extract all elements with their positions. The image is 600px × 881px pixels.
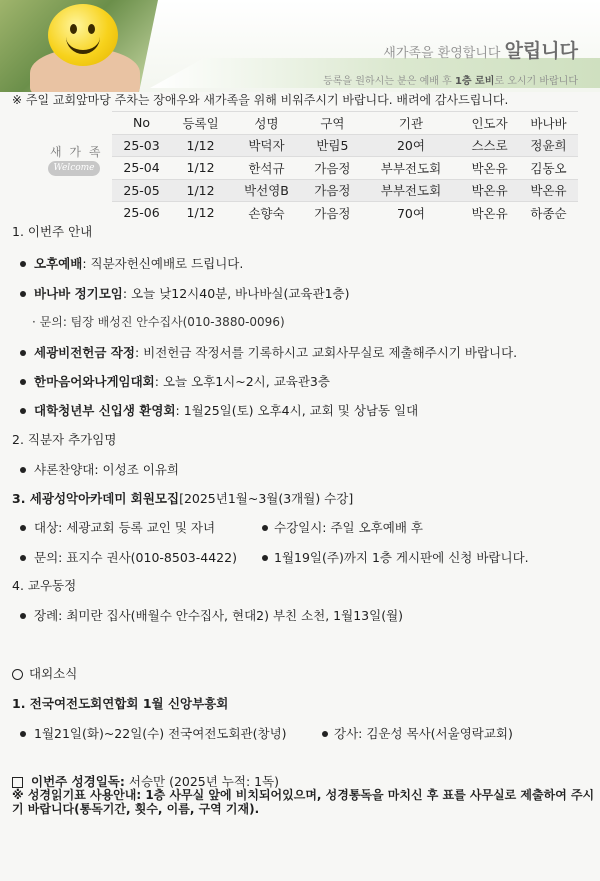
section-1-heading: 1. 이번주 안내 [12, 224, 93, 239]
section-3-period: [2025년1월~3월(3개월) 수강] [179, 491, 354, 506]
table-cell: 손향숙 [230, 202, 303, 224]
bullet-icon [20, 408, 26, 414]
bullet-icon [20, 261, 26, 267]
table-cell: 김동오 [519, 157, 578, 180]
bullet-icon [20, 613, 26, 619]
list-item [262, 518, 423, 536]
item-text: 대상: 세광교회 등록 교인 및 자녀 [34, 520, 216, 535]
external-news-heading [12, 664, 77, 682]
section-2-heading: 2. 직분자 추가임명 [12, 432, 117, 447]
parking-notice: ※ 주일 교회앞마당 주차는 장애우와 새가족을 위해 비워주시기 바랍니다. 배려에 감사드립니다. [12, 93, 509, 107]
table-cell: 25-06 [112, 202, 171, 224]
new-family-table [112, 111, 578, 224]
banner-subtitle [323, 72, 578, 87]
external-event-title: 1. 전국여전도회연합회 1월 신앙부흥회 [12, 696, 229, 711]
list-item [322, 724, 513, 742]
list-item [262, 548, 529, 566]
section-3-heading [12, 489, 353, 507]
item-text: 문의: 표지수 권사(010-8503-4422) [34, 550, 237, 565]
item-text: : 직분자헌신예배로 드립니다. [82, 256, 244, 271]
table-cell: 하종순 [519, 202, 578, 224]
external-heading-text: 대외소식 [29, 666, 78, 681]
smiley-face-icon [48, 4, 118, 66]
table-cell: 부부전도회 [362, 179, 460, 202]
col-header: 기관 [362, 112, 460, 135]
table-cell: 박덕자 [230, 134, 303, 157]
smiley-photo [0, 0, 158, 92]
col-header: No [112, 112, 171, 135]
table-cell: 박온유 [460, 157, 519, 180]
bible-value: 서승만 (2025년 누적: 1독) [124, 774, 280, 789]
table-cell: 25-05 [112, 179, 171, 202]
table-cell: 박온유 [460, 179, 519, 202]
table-cell: 한석규 [230, 157, 303, 180]
table-cell: 1/12 [171, 179, 230, 202]
table-cell: 25-03 [112, 134, 171, 157]
item-title: 대학청년부 신입생 환영회 [34, 403, 176, 418]
section-3-title: 3. 세광성악아카데미 회원모집 [12, 491, 180, 506]
item-text: 수강일시: 주일 오후예배 후 [274, 520, 423, 535]
table-cell: 스스로 [460, 134, 519, 157]
list-item [20, 606, 403, 624]
welcome-badge: Welcome [48, 161, 100, 176]
list-item [20, 724, 287, 742]
table-cell: 반림5 [303, 134, 362, 157]
table-cell: 부부전도회 [362, 157, 460, 180]
list-item [20, 460, 179, 478]
item-title: 세광비전헌금 작정 [34, 345, 135, 360]
col-header: 성명 [230, 112, 303, 135]
table-cell: 박온유 [460, 202, 519, 224]
table-cell: 20여 [362, 134, 460, 157]
section-4-heading: 4. 교우동정 [12, 578, 77, 593]
table-cell: 1/12 [171, 157, 230, 180]
list-item [20, 518, 215, 536]
item-text: 1월19일(주)까지 1층 게시판에 신청 바랍니다. [274, 550, 529, 565]
item-text: 장례: 최미란 집사(배월수 안수집사, 현대2) 부친 소천, 1월13일(월) [34, 608, 404, 623]
col-header: 바나바 [519, 112, 578, 135]
bullet-icon [262, 555, 268, 561]
table-row [112, 179, 578, 202]
table-row [112, 134, 578, 157]
table-cell: 박선영B [230, 179, 303, 202]
table-cell: 가음정 [303, 202, 362, 224]
col-header: 등록일 [171, 112, 230, 135]
item-text: : 비전헌금 작정서를 기록하시고 교회사무실로 제출해주시기 바랍니다. [134, 345, 518, 360]
item-text: 1월21일(화)~22일(수) 전국여전도회관(창녕) [34, 726, 287, 741]
item-text: : 1월25일(토) 오후4시, 교회 및 상남동 일대 [175, 403, 419, 418]
table-row [112, 157, 578, 180]
list-item [20, 372, 330, 390]
bullet-icon [20, 525, 26, 531]
banner-title [383, 36, 578, 63]
bullet-icon [20, 379, 26, 385]
table-cell: 25-04 [112, 157, 171, 180]
item-text: : 오늘 오후1시~2시, 교육관3층 [154, 374, 330, 389]
circle-icon [12, 669, 23, 680]
item-text: 샤론찬양대: 이성조 이유희 [34, 462, 179, 477]
item-text: : 오늘 낮12시40분, 바나바실(교육관1층) [122, 286, 350, 301]
table-cell: 정윤희 [519, 134, 578, 157]
list-item [20, 401, 418, 419]
bullet-icon [20, 291, 26, 297]
table-row [112, 202, 578, 224]
bullet-icon [20, 350, 26, 356]
item-title: 바나바 정기모임 [34, 286, 123, 301]
table-header-row [112, 112, 578, 135]
list-item [20, 548, 237, 566]
list-item [20, 284, 350, 302]
inquiry-line: · 문의: 팀장 배성진 안수집사(010-3880-0096) [32, 315, 285, 329]
banner-sub-prefix: 등록을 원하시는 분은 예배 후 [323, 76, 452, 87]
table-cell: 박온유 [519, 179, 578, 202]
item-text: 강사: 김운성 목사(서울영락교회) [334, 726, 513, 741]
banner-sub-bold: 1층 로비 [454, 76, 495, 87]
bullet-icon [20, 467, 26, 473]
item-title: 한마음어와나게임대회 [34, 374, 155, 389]
col-header: 인도자 [460, 112, 519, 135]
list-item [20, 343, 517, 361]
banner-sub-suffix: 로 오시기 바랍니다 [494, 76, 578, 87]
bullet-icon [20, 555, 26, 561]
bullet-icon [322, 731, 328, 737]
bible-label: 이번주 성경일독: [31, 774, 125, 789]
table-cell: 1/12 [171, 134, 230, 157]
bullet-icon [262, 525, 268, 531]
header-banner [0, 0, 600, 92]
bullet-icon [20, 731, 26, 737]
table-cell: 70여 [362, 202, 460, 224]
table-cell: 가음정 [303, 179, 362, 202]
table-cell: 가음정 [303, 157, 362, 180]
table-cell: 1/12 [171, 202, 230, 224]
list-item [20, 254, 243, 272]
banner-title-small: 새가족을 환영합니다 [383, 46, 501, 61]
item-title: 오후예배 [34, 256, 83, 271]
checkbox-icon [12, 777, 23, 788]
new-family-label: 새 가 족 [50, 145, 103, 159]
col-header: 구역 [303, 112, 362, 135]
bible-note: ※ 성경읽기표 사용안내: 1층 사무실 앞에 비치되어있으며, 성경통독을 마치신 후 표를 사무실로 제출하여 주시기 바랍니다(통독기간, 횟수, 이름, 구역 기재). [12, 788, 595, 816]
banner-title-big: 알립니다 [504, 40, 578, 62]
